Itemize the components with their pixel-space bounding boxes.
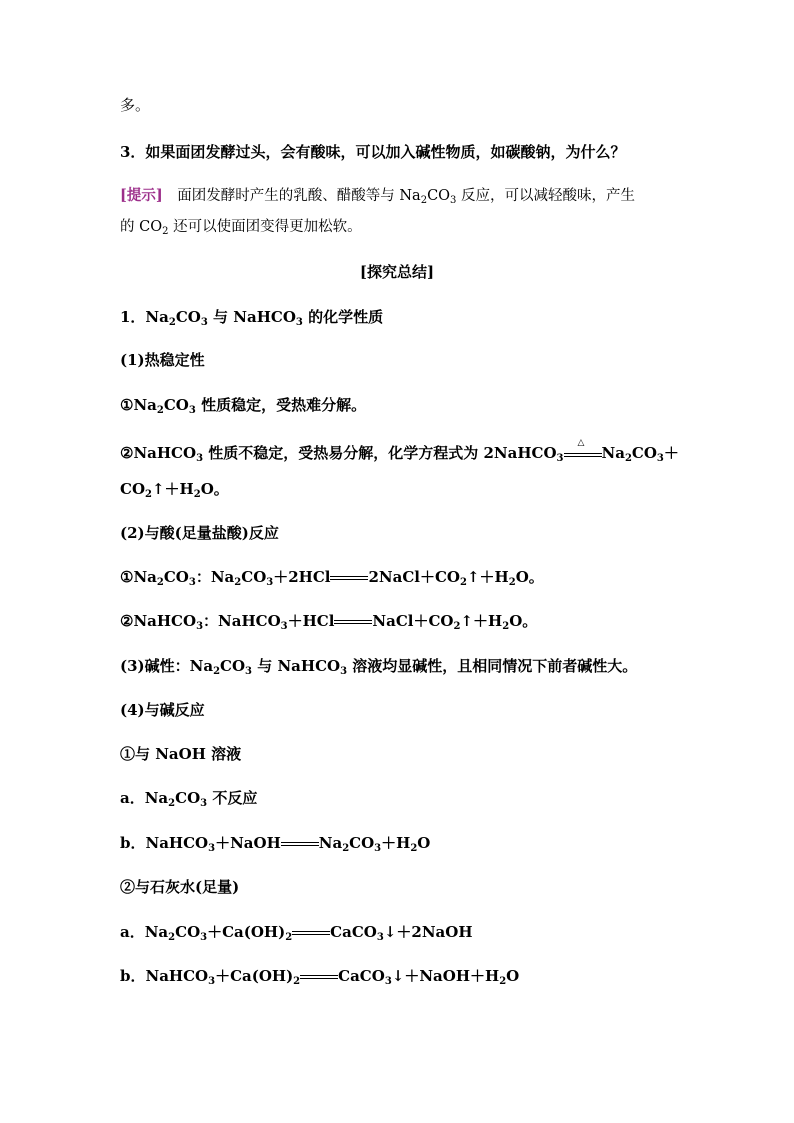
question-3: 3．如果面团发酵过头，会有酸味，可以加入碱性物质，如碳酸钠，为什么？ [120,143,626,161]
text-line: ①与 NaOH 溶液 [120,745,242,763]
equation-line: a．$Na_2CO_3+Ca(OH)_2$ CaCO$_3$↓＋2NaOH [120,923,473,943]
text-line: ②NaHCO$_3$ 性质不稳定，受热易分解，化学方程式为 2NaHCO$_3$ △ $Na_2CO_3+$ [120,438,679,464]
hint-line: [提示] 面团发酵时产生的乳酸、醋酸等与 $Na_2CO_3$ 反应，可以减轻酸味，产生 [120,187,636,206]
text-line: $①Na_2CO_3$ 性质稳定，受热难分解。 [120,396,367,416]
equation-line: $①Na_2CO_3$：$Na_2CO_3+2HCl$ $2NaCl+CO_2↑+H_2O$。 [120,568,544,588]
item-heading: (4)与碱反应 [120,701,205,719]
equals-sign [281,839,319,849]
equation-line: b．$NaHCO_3+Ca(OH)_2$ $CaCO_3↓+NaOH+H_2O$ [120,967,520,987]
text-line: (3)碱性：$Na_2CO_3$ 与 NaHCO$_3$ 溶液均显碱性，且相同情况下前者碱性大。 [120,657,638,677]
heat-equals-sign [564,438,602,461]
text-line: a．$Na_2CO_3$ 不反应 [120,789,258,809]
text-line: $CO_2↑+H_2O$。 [120,480,229,500]
equals-sign [292,928,330,938]
triangle-icon: △ [577,438,585,448]
hint-label: [提示] [120,187,163,204]
item-heading: (1)热稳定性 [120,351,205,369]
equals-sign [300,972,338,982]
hint-line-2: 的 $CO_2$ 还可以使面团变得更加松软。 [120,219,362,237]
section-heading: [探究总结] [359,263,435,281]
item-heading: (2)与酸(足量盐酸)反应 [120,524,279,542]
subsection-title: 1．$Na_2CO_3$ 与 NaHCO$_3$ 的化学性质 [120,308,384,328]
equals-sign [334,617,372,627]
text-line: 多。 [120,96,151,114]
equals-sign [330,573,368,583]
text-line: ②与石灰水(足量) [120,878,240,896]
equation-line: b．NaHCO$_3$＋NaOH $Na_2CO_3+H_2O$ [120,834,431,854]
equation-line: ②NaHCO$_3$：NaHCO$_3$＋HCl $NaCl+CO_2↑+H_2O$。 [120,612,538,632]
